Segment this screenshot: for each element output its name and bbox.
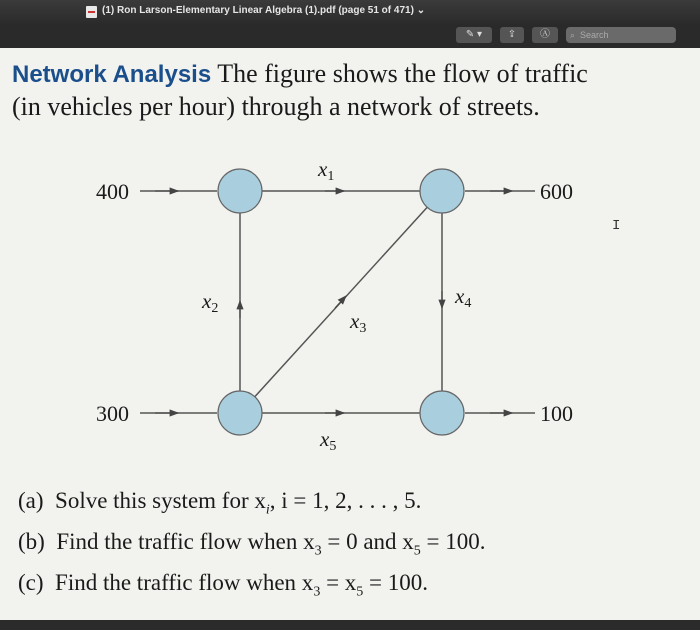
search-field[interactable] [566, 27, 676, 43]
question-a [18, 488, 421, 519]
label-400: 400 [96, 179, 129, 204]
question-b-mid: = 0 and x [321, 529, 414, 554]
question-a-sub: i [265, 502, 270, 518]
window-title-text: (1) Ron Larson-Elementary Linear Algebra (1).pdf (page 51 of 471) [102, 5, 414, 16]
arrow-x3 [335, 296, 346, 308]
question-b-label: (b) [18, 529, 45, 554]
share-button[interactable] [500, 27, 524, 43]
markup-icon: Ⓐ [540, 29, 550, 40]
search-placeholder: Search [580, 30, 609, 40]
problem-text-line1: The figure shows the flow of traffic [211, 59, 588, 88]
label-100: 100 [540, 401, 573, 426]
question-a-rest: , i = 1, 2, . . . , 5. [269, 488, 422, 513]
pen-icon: ✎ [465, 29, 475, 40]
question-c-sub1: 3 [313, 584, 321, 600]
node-top-right [420, 169, 464, 213]
question-b-rest: = 100. [420, 529, 486, 554]
bottom-bezel [0, 620, 700, 630]
question-c-label: (c) [18, 570, 44, 595]
label-600: 600 [540, 179, 573, 204]
label-300: 300 [96, 401, 129, 426]
window-titlebar [0, 0, 700, 24]
question-c-text: Find the traffic flow when x [55, 570, 314, 595]
node-bottom-left [218, 391, 262, 435]
label-x3: x3 [350, 309, 367, 336]
question-c [18, 570, 428, 601]
text-cursor-icon: I [612, 218, 621, 234]
question-a-text: Solve this system for x [55, 488, 266, 513]
question-b-text: Find the traffic flow when x [56, 529, 315, 554]
label-x2: x2 [202, 289, 219, 316]
question-a-label: (a) [18, 488, 44, 513]
window-title [102, 5, 425, 16]
question-b-sub2: 5 [413, 543, 421, 559]
markup-toolbar-button[interactable] [532, 27, 558, 43]
pdf-page[interactable] [0, 48, 700, 620]
label-x1: x1 [318, 157, 335, 184]
pdf-document-icon [86, 6, 97, 18]
label-x5: x5 [320, 427, 337, 454]
search-icon: ⌕ [570, 30, 576, 40]
question-b-sub1: 3 [314, 543, 322, 559]
question-c-rest: = 100. [363, 570, 429, 595]
pen-markup-button[interactable]: ✎ ▾ [456, 27, 492, 43]
node-bottom-right [420, 391, 464, 435]
question-c-mid: = x [320, 570, 357, 595]
share-icon: ⇪ [507, 29, 517, 40]
problem-title: Network Analysis [12, 61, 212, 88]
toolbar [0, 24, 700, 48]
question-c-sub2: 5 [356, 584, 364, 600]
problem-text-line2: (in vehicles per hour) through a network of streets. [12, 92, 540, 121]
title-chevron-down-icon[interactable]: ⌄ [416, 5, 426, 16]
label-x4: x4 [455, 284, 472, 311]
node-top-left [218, 169, 262, 213]
question-b [18, 529, 486, 560]
